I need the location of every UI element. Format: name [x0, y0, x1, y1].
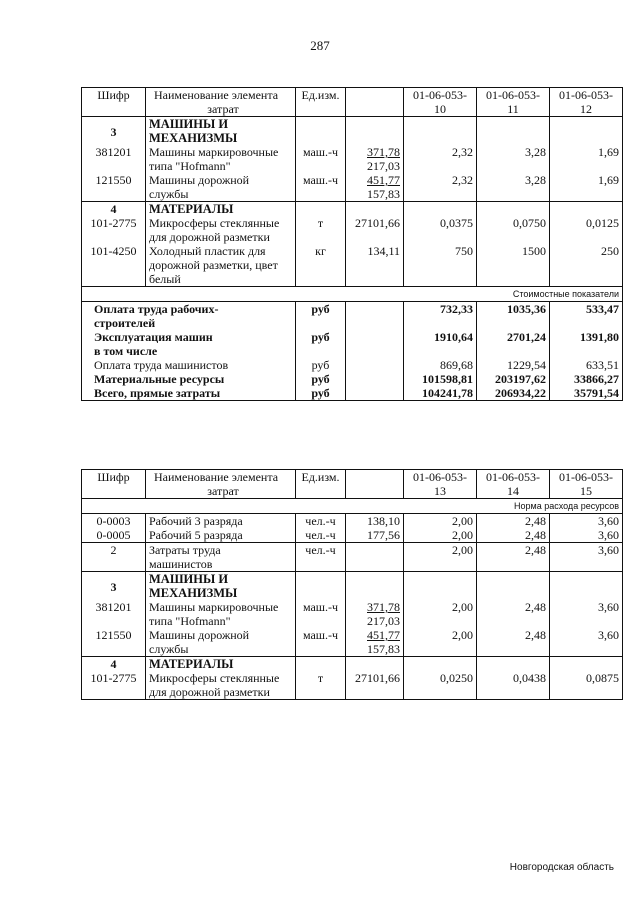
header-column-code [550, 470, 623, 499]
cell-line: Рабочий 5 разряда [149, 528, 243, 542]
empty-cell [404, 117, 477, 146]
empty-cell [550, 202, 623, 217]
resource-price [346, 244, 404, 287]
empty-cell [477, 572, 550, 601]
header-unit: Ед.изм. [296, 88, 346, 117]
resource-price [346, 145, 404, 173]
resource-unit: маш.-ч [296, 145, 346, 173]
section-title [146, 117, 296, 146]
cell-line: 134,11 [367, 244, 400, 258]
section-row [82, 572, 623, 601]
cell-line: Оплата труда рабочих- [94, 302, 219, 316]
cost-label [82, 358, 296, 372]
section-code: 3 [82, 117, 146, 146]
resource-row [82, 145, 623, 173]
resource-name [146, 216, 296, 244]
cell-line: Микросферы стеклянные [149, 216, 280, 230]
cell-line: Машины дорожной [149, 173, 250, 187]
cell-line: машинистов [149, 557, 213, 571]
header-column-code [404, 88, 477, 117]
resource-name [146, 600, 296, 628]
header-row [82, 470, 623, 499]
empty-cell [296, 202, 346, 217]
resource-unit: маш.-ч [296, 173, 346, 202]
cost-value: 203197,62 [477, 372, 550, 386]
resource-name [146, 244, 296, 287]
empty-cell [477, 657, 550, 672]
cell-line: 01-06-053- [486, 470, 540, 484]
empty-cell [550, 117, 623, 146]
cell-line: 13 [434, 484, 446, 498]
cell-line: 217,03 [367, 159, 400, 173]
cell-line: Микросферы стеклянные [149, 671, 280, 685]
band-label: Стоимостные показатели [82, 287, 623, 302]
resource-row [82, 514, 623, 529]
norm-value: 2,48 [477, 528, 550, 543]
norm-value: 2,00 [404, 628, 477, 657]
resource-price [346, 628, 404, 657]
header-price [346, 470, 404, 499]
cell-line: строителей [94, 316, 156, 330]
norm-value: 3,60 [550, 514, 623, 529]
cell-line: 01-06-053- [559, 88, 613, 102]
empty-cell [296, 572, 346, 601]
section-code: 3 [82, 572, 146, 601]
cell-line: Рабочий 3 разряда [149, 514, 243, 528]
cost-value: 33866,27 [550, 372, 623, 386]
cell-line: 15 [580, 484, 592, 498]
resource-price [346, 600, 404, 628]
norm-value: 2,00 [404, 514, 477, 529]
cell-line: типа "Hofmann" [149, 159, 231, 173]
cell-line: Наименование элемента [154, 88, 279, 102]
cell-line: 217,03 [367, 614, 400, 628]
resource-name [146, 628, 296, 657]
norm-value: 1,69 [550, 173, 623, 202]
cost-unit: руб [296, 302, 346, 331]
resource-unit: кг [296, 244, 346, 287]
empty-cell [346, 386, 404, 401]
header-code: Шифр [82, 88, 146, 117]
cost-value: 101598,81 [404, 372, 477, 386]
norm-value: 0,0875 [550, 671, 623, 700]
cost-row [82, 302, 623, 331]
footer-region: Новгородская область [509, 862, 614, 873]
cost-value: 1391,80 [550, 330, 623, 358]
header-column-code [404, 470, 477, 499]
header-column-code [477, 88, 550, 117]
section-row [82, 117, 623, 146]
empty-cell [346, 657, 404, 672]
resource-unit: т [296, 671, 346, 700]
resource-price [346, 543, 404, 572]
cell-line: Холодный пластик для [149, 244, 266, 258]
section-title [146, 657, 296, 672]
cell-line: МАТЕРИАЛЫ [149, 657, 234, 671]
cell-line: МАТЕРИАЛЫ [149, 202, 234, 216]
cell-line: 371,78 [367, 145, 400, 159]
header-unit: Ед.изм. [296, 470, 346, 499]
page-number: 287 [310, 38, 330, 53]
section-code: 4 [82, 657, 146, 672]
section-row [82, 202, 623, 217]
resource-price [346, 173, 404, 202]
resource-unit: чел.-ч [296, 514, 346, 529]
resource-code: 121550 [82, 173, 146, 202]
resource-row [82, 244, 623, 287]
norm-value: 2,48 [477, 600, 550, 628]
cell-line: 451,77 [367, 628, 400, 642]
empty-cell [550, 657, 623, 672]
norm-value: 2,32 [404, 145, 477, 173]
resource-code: 0-0003 [82, 514, 146, 529]
norm-value: 3,60 [550, 528, 623, 543]
cell-line: службы [149, 187, 189, 201]
empty-cell [404, 572, 477, 601]
cost-unit: руб [296, 386, 346, 401]
cell-line: затрат [207, 484, 239, 498]
resource-unit: маш.-ч [296, 600, 346, 628]
cell-line: 12 [580, 102, 592, 116]
cell-line: Наименование элемента [154, 470, 279, 484]
resource-price [346, 514, 404, 529]
cell-line: 177,56 [367, 528, 400, 542]
empty-cell [404, 202, 477, 217]
cost-unit: руб [296, 372, 346, 386]
cell-line: типа "Hofmann" [149, 614, 231, 628]
header-column-code [550, 88, 623, 117]
empty-cell [346, 572, 404, 601]
norm-value: 2,48 [477, 514, 550, 529]
cell-line: Эксплуатация машин [94, 330, 213, 344]
resource-row [82, 628, 623, 657]
empty-cell [477, 117, 550, 146]
cell-line: МЕХАНИЗМЫ [149, 586, 238, 600]
resource-price [346, 671, 404, 700]
resource-price [346, 216, 404, 244]
empty-cell [346, 372, 404, 386]
cost-row [82, 358, 623, 372]
header-column-code [477, 470, 550, 499]
empty-cell [346, 302, 404, 331]
norm-value: 0,0125 [550, 216, 623, 244]
cell-line: 27101,66 [355, 216, 400, 230]
resource-name [146, 671, 296, 700]
cell-line: 01-06-053- [413, 88, 467, 102]
resource-unit: чел.-ч [296, 528, 346, 543]
cell-line: белый [149, 272, 181, 286]
cost-value: 633,51 [550, 358, 623, 372]
header-code: Шифр [82, 470, 146, 499]
cost-label [82, 386, 296, 401]
cost-value: 533,47 [550, 302, 623, 331]
cell-line: Машины дорожной [149, 628, 250, 642]
cost-value: 869,68 [404, 358, 477, 372]
cost-value: 732,33 [404, 302, 477, 331]
resource-table-2 [81, 469, 623, 700]
cost-row [82, 330, 623, 358]
header-name [146, 88, 296, 117]
resource-unit: чел.-ч [296, 543, 346, 572]
resource-name [146, 145, 296, 173]
norm-value: 2,00 [404, 600, 477, 628]
resource-row [82, 528, 623, 543]
resource-name [146, 514, 296, 529]
resource-code: 101-4250 [82, 244, 146, 287]
cell-line: 371,78 [367, 600, 400, 614]
cell-line: 157,83 [367, 642, 400, 656]
resource-name [146, 543, 296, 572]
header-price [346, 88, 404, 117]
norm-value: 2,00 [404, 528, 477, 543]
section-title [146, 572, 296, 601]
cost-value: 206934,22 [477, 386, 550, 401]
resource-row [82, 543, 623, 572]
resource-row [82, 173, 623, 202]
norm-value: 1,69 [550, 145, 623, 173]
empty-cell [296, 657, 346, 672]
cell-line: в том числе [94, 344, 158, 358]
resource-row [82, 671, 623, 700]
resource-unit: т [296, 216, 346, 244]
cost-label [82, 330, 296, 358]
norm-value: 3,28 [477, 173, 550, 202]
resource-code: 121550 [82, 628, 146, 657]
cell-line: 27101,66 [355, 671, 400, 685]
cell-line: 14 [507, 484, 519, 498]
cell-line: службы [149, 642, 189, 656]
cell-line: Всего, прямые затраты [94, 386, 221, 400]
empty-cell [346, 202, 404, 217]
norm-value: 750 [404, 244, 477, 287]
resource-code: 2 [82, 543, 146, 572]
section-row [82, 657, 623, 672]
cell-line: 157,83 [367, 187, 400, 201]
empty-cell [346, 117, 404, 146]
section-code: 4 [82, 202, 146, 217]
cell-line: Материальные ресурсы [94, 372, 225, 386]
cell-line: МАШИНЫ И [149, 117, 229, 131]
norm-value: 0,0750 [477, 216, 550, 244]
cost-unit: руб [296, 330, 346, 358]
empty-cell [346, 358, 404, 372]
norm-value: 3,28 [477, 145, 550, 173]
norm-value: 0,0438 [477, 671, 550, 700]
cost-value: 35791,54 [550, 386, 623, 401]
empty-cell [477, 202, 550, 217]
cost-value: 1229,54 [477, 358, 550, 372]
header-row [82, 88, 623, 117]
cost-row [82, 386, 623, 401]
cost-label [82, 372, 296, 386]
cost-label [82, 302, 296, 331]
norm-value: 2,00 [404, 543, 477, 572]
resource-price [346, 528, 404, 543]
cell-line: для дорожной разметки [149, 685, 270, 699]
resource-code: 101-2775 [82, 216, 146, 244]
norm-value: 2,48 [477, 628, 550, 657]
norm-value: 250 [550, 244, 623, 287]
norm-value: 3,60 [550, 628, 623, 657]
resource-row [82, 600, 623, 628]
cell-line: для дорожной разметки [149, 230, 270, 244]
cell-line: 01-06-053- [486, 88, 540, 102]
norm-value: 2,32 [404, 173, 477, 202]
resource-code: 381201 [82, 145, 146, 173]
norm-value: 0,0375 [404, 216, 477, 244]
resource-name [146, 173, 296, 202]
norm-value: 0,0250 [404, 671, 477, 700]
resource-unit: маш.-ч [296, 628, 346, 657]
empty-cell [550, 572, 623, 601]
section-title [146, 202, 296, 217]
empty-cell [296, 117, 346, 146]
cell-line: 451,77 [367, 173, 400, 187]
resource-name [146, 528, 296, 543]
cost-value: 2701,24 [477, 330, 550, 358]
cost-value: 1035,36 [477, 302, 550, 331]
empty-cell [404, 657, 477, 672]
resource-row [82, 216, 623, 244]
cell-line: 10 [434, 102, 446, 116]
empty-cell [346, 330, 404, 358]
cell-line: дорожной разметки, цвет [149, 258, 278, 272]
resource-table-1 [81, 87, 623, 401]
cell-line: 138,10 [367, 514, 400, 528]
resource-code: 381201 [82, 600, 146, 628]
cost-value: 104241,78 [404, 386, 477, 401]
norm-value: 3,60 [550, 600, 623, 628]
cell-line: 11 [507, 102, 519, 116]
cell-line: Машины маркировочные [149, 600, 279, 614]
band-label: Норма расхода ресурсов [82, 499, 623, 514]
cell-line: МЕХАНИЗМЫ [149, 131, 238, 145]
header-name [146, 470, 296, 499]
cell-line: 01-06-053- [559, 470, 613, 484]
cell-line: затрат [207, 102, 239, 116]
norm-value: 1500 [477, 244, 550, 287]
section-band [82, 499, 623, 514]
resource-code: 0-0005 [82, 528, 146, 543]
cell-line: 01-06-053- [413, 470, 467, 484]
resource-code: 101-2775 [82, 671, 146, 700]
cell-line: Машины маркировочные [149, 145, 279, 159]
cell-line: Оплата труда машинистов [94, 358, 229, 372]
norm-value: 2,48 [477, 543, 550, 572]
cost-value: 1910,64 [404, 330, 477, 358]
cost-row [82, 372, 623, 386]
section-band [82, 287, 623, 302]
cell-line: МАШИНЫ И [149, 572, 229, 586]
cost-unit: руб [296, 358, 346, 372]
cell-line: Затраты труда [149, 543, 221, 557]
norm-value: 3,60 [550, 543, 623, 572]
